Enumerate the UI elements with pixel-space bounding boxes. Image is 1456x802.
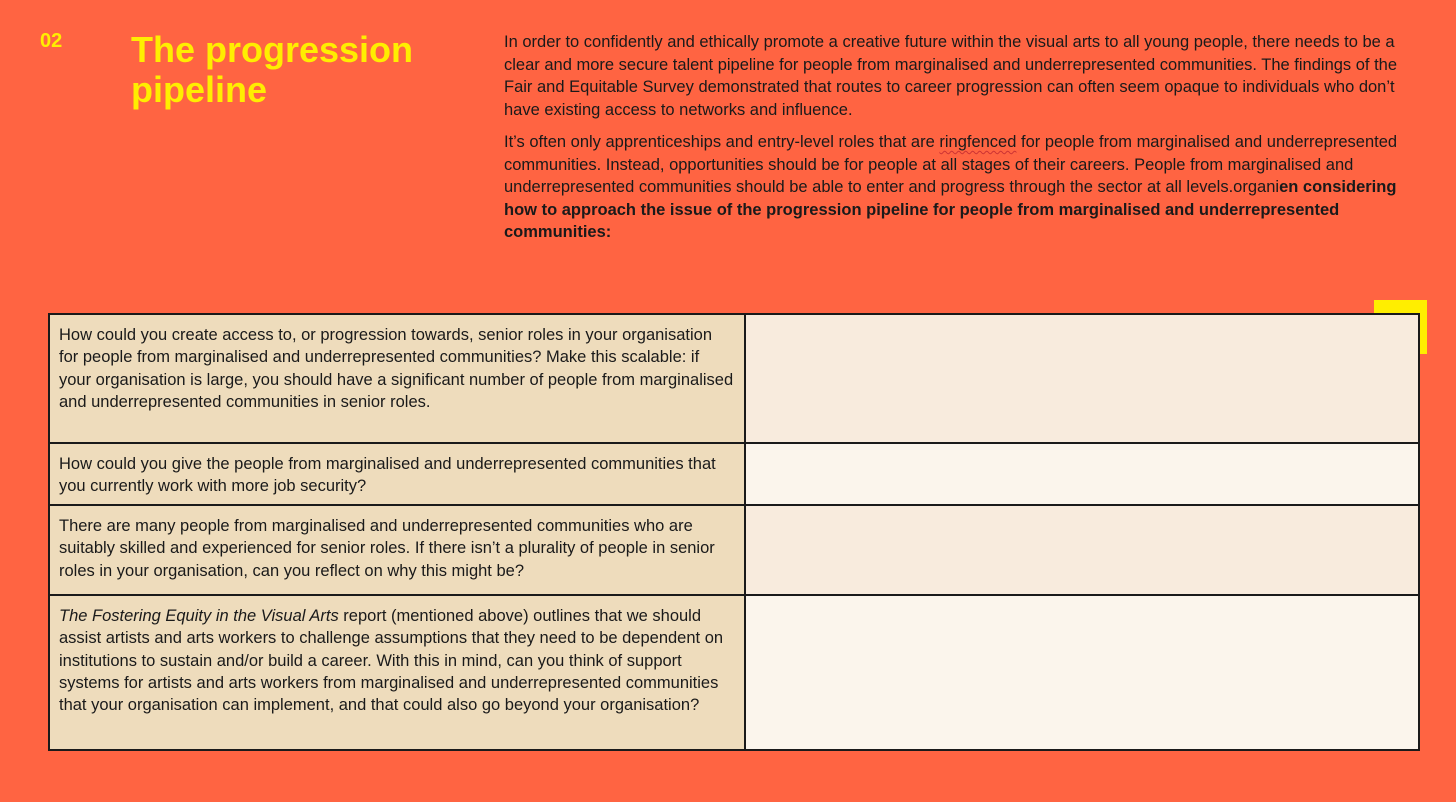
question-3: There are many people from marginalised and underrepresented communities who are suitably skilled and experienced for senior roles. If there isn’t a plurality of people in senior roles in your organisation, can you reflect on why this might be?: [49, 505, 745, 595]
report-title: The Fostering Equity in the Visual Arts: [59, 607, 339, 625]
question-1: How could you create access to, or progression towards, senior roles in your organisation for people from marginalised and underrepresented communities? Make this scalable: if your organisation is large, you should have a significant number of people from marginalised and underrepresented communities in senior roles.: [49, 314, 745, 443]
intro-text: [504, 31, 1404, 254]
page-title: The progression pipeline: [131, 29, 414, 110]
question-2: How could you give the people from marginalised and underrepresented communities that you currently work with more job security?: [49, 443, 745, 505]
intro-paragraph-2-middle: for people from marginalised and underrepresented communities. Instead, opportunities should be for people at all stages of their careers. People from marginalised and underrepresented communities should be able to enter and progress through the sector at all levels.organi: [504, 133, 1398, 196]
answer-field-2[interactable]: [745, 443, 1419, 505]
table-row: [49, 443, 1419, 505]
page-number: 02: [40, 30, 63, 52]
intro-paragraph-2-start: It’s often only apprenticeships and entry-level roles that are: [504, 133, 940, 151]
question-4: [49, 595, 745, 750]
flagged-word: ringfenced: [939, 133, 1017, 151]
question-4-text: report (mentioned above) outlines that we should assist artists and arts workers to challenge assumptions that they need to be dependent on institutions to sustain and/or build a career. With this in mind, can you think of support systems for artists and arts workers from marginalised and underrepresented communities that your organisation can implement, and that could also go beyond your organisation?: [59, 607, 724, 715]
answer-field-4[interactable]: [745, 595, 1419, 750]
intro-paragraph-2-bold: en considering how to approach the issue of the progression pipeline for people from marginalised and underrepresented communities:: [504, 178, 1397, 241]
worksheet-table: [48, 313, 1420, 751]
answer-field-1[interactable]: [745, 314, 1419, 443]
intro-paragraph-2: [504, 131, 1404, 244]
table-row: [49, 595, 1419, 750]
answer-field-3[interactable]: [745, 505, 1419, 595]
intro-paragraph-1: In order to confidently and ethically promote a creative future within the visual arts to all young people, there needs to be a clear and more secure talent pipeline for people from marginalised and underrepresented communities. The findings of the Fair and Equitable Survey demonstrated that routes to career progression can often seem opaque to individuals who don’t have existing access to networks and influence.: [504, 33, 1398, 119]
table-row: [49, 314, 1419, 443]
table-row: [49, 505, 1419, 595]
